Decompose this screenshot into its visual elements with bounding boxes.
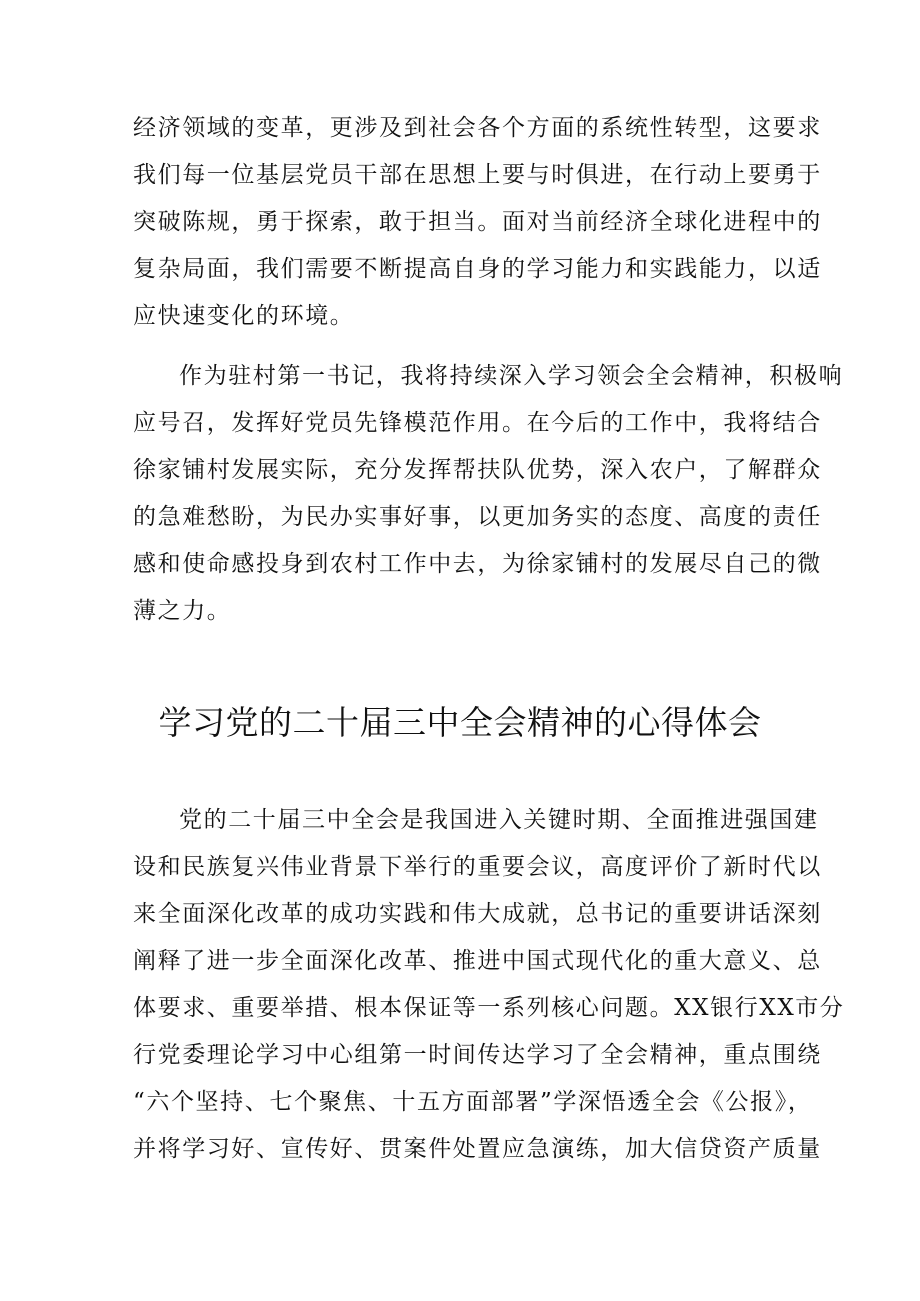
- text-line: “六个坚持、七个聚焦、十五方面部署”学深悟透全会《公报》，: [133, 1089, 813, 1115]
- text-line: 设和民族复兴伟业背景下举行的重要会议，高度评价了新时代以: [133, 854, 822, 880]
- text-line: 薄之力。: [133, 598, 232, 624]
- text-line: 复杂局面，我们需要不断提高自身的学习能力和实践能力，以适: [133, 256, 822, 282]
- text-line: 应号召，发挥好党员先锋模范作用。在今后的工作中，我将结合: [133, 410, 822, 436]
- text-line: 徐家铺村发展实际，充分发挥帮扶队优势，深入农户，了解群众: [133, 457, 822, 483]
- text-line: 应快速变化的环境。: [133, 303, 355, 329]
- text-line: 作为驻村第一书记，我将持续深入学习领会全会精神，积极响: [179, 363, 844, 389]
- text-line: 体要求、重要举措、根本保证等一系列核心问题。XX银行XX市分: [133, 995, 845, 1021]
- text-line: 感和使命感投身到农村工作中去，为徐家铺村的发展尽自己的微: [133, 551, 822, 577]
- paragraph-1: [133, 105, 822, 340]
- text-line: 并将学习好、宣传好、贯案件处置应急演练，加大信贷资产质量: [133, 1136, 822, 1162]
- text-line: 来全面深化改革的成功实践和伟大成就，总书记的重要讲话深刻: [133, 901, 822, 927]
- text-line: 突破陈规，勇于探索，敢于担当。面对当前经济全球化进程中的: [133, 209, 822, 235]
- paragraph-3: [133, 797, 845, 1173]
- text-line: 党的二十届三中全会是我国进入关键时期、全面推进强国建: [179, 807, 819, 833]
- text-line: 阐释了进一步全面深化改革、推进中国式现代化的重大意义、总: [133, 948, 822, 974]
- section-title: 学习党的二十届三中全会精神的心得体会: [158, 703, 762, 742]
- text-line: 经济领域的变革，更涉及到社会各个方面的系统性转型，这要求: [133, 115, 822, 141]
- paragraph-2: [133, 353, 844, 635]
- text-line: 我们每一位基层党员干部在思想上要与时俱进，在行动上要勇于: [133, 162, 822, 188]
- text-line: 行党委理论学习中心组第一时间传达学习了全会精神，重点围绕: [133, 1042, 822, 1068]
- text-line: 的急难愁盼，为民办实事好事，以更加务实的态度、高度的责任: [133, 504, 822, 530]
